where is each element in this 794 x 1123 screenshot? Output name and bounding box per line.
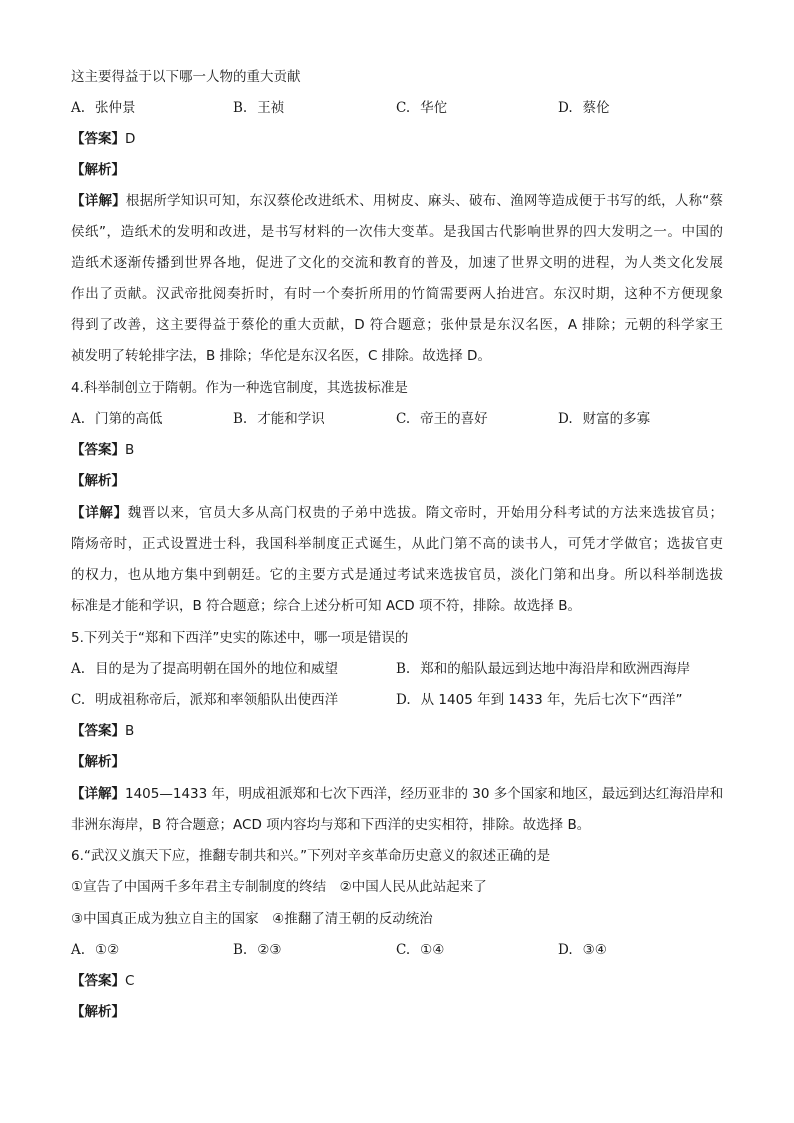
q5-stem: 5.下列关于“郑和下西洋”史实的陈述中，哪一项是错误的 [71, 630, 409, 646]
q5-option-b: B. 郑和的船队最远到达地中海沿岸和欧洲西海岸 [396, 661, 691, 677]
q4-option-b: B. 才能和学识 [233, 411, 325, 427]
q6-option-c: C. ①④ [396, 942, 445, 958]
q3-option-b: B. 王祯 [233, 100, 285, 116]
q4-analysis-label: 【解析】 [71, 473, 125, 489]
q5-option-a: A. 目的是为了提高明朝在国外的地位和威望 [71, 661, 339, 677]
q5-answer: 【答案】B [71, 723, 135, 739]
q6-statements-line: ①宣告了中国两千多年君主专制制度的终结 ②中国人民从此站起来了 [71, 879, 487, 895]
q3-option-a: A. 张仲景 [71, 100, 136, 116]
q3-detail-line: 祯发明了转轮排字法，B 排除；华佗是东汉名医，C 排除。故选择 D。 [71, 348, 491, 364]
q3-detail-line: 侯纸”，造纸术的发明和改进，是书写材料的一次伟大变革。是我国古代影响世界的四大发明之一。中国的 [71, 224, 723, 240]
q5-option-d: D. 从 1405 年到 1433 年，先后七次下“西洋” [396, 692, 683, 708]
q4-detail-line: 的权力，也从地方集中到朝廷。它的主要方式是通过考试来选拔官员，淡化门第和出身。所以科举制选拔 [71, 567, 723, 583]
q3-analysis-label: 【解析】 [71, 162, 125, 178]
q5-detail-line: 非洲东海岸，B 符合题意；ACD 项内容均与郑和下西洋的史实相符，排除。故选择 B。 [71, 817, 591, 833]
q4-answer: 【答案】B [71, 442, 135, 458]
q4-stem: 4.科举制创立于隋朝。作为一种选官制度，其选拔标准是 [71, 380, 408, 396]
q6-option-b: B. ②③ [233, 942, 282, 958]
q6-stem: 6.“武汉义旗天下应，推翻专制共和兴。”下列对辛亥革命历史意义的叙述正确的是 [71, 848, 551, 864]
q4-option-a: A. 门第的高低 [71, 411, 163, 427]
q5-option-c: C. 明成祖称帝后，派郑和率领船队出使西洋 [71, 692, 339, 708]
q3-stem-tail: 这主要得益于以下哪一人物的重大贡献 [71, 69, 301, 85]
q5-analysis-label: 【解析】 [71, 754, 125, 770]
q6-statements-line: ③中国真正成为独立自主的国家 ④推翻了清王朝的反动统治 [71, 911, 433, 927]
q4-detail-line: 标准是才能和学识，B 符合题意；综合上述分析可知 ACD 项不符，排除。故选择 B。 [71, 598, 582, 614]
q6-option-a: A. ①② [71, 942, 120, 958]
q3-option-d: D. 蔡伦 [558, 100, 610, 116]
q6-analysis-label: 【解析】 [71, 1004, 125, 1020]
q6-option-d: D. ③④ [558, 942, 607, 958]
q3-detail-line: 作出了贡献。汉武帝批阅奏折时，有时一个奏折所用的竹简需要两人抬进宫。东汉时期，这种不方便现象 [71, 286, 723, 302]
q3-option-c: C. 华佗 [396, 100, 448, 116]
q3-answer: 【答案】D [71, 131, 136, 147]
q4-option-d: D. 财富的多寡 [558, 411, 651, 427]
q4-detail-line: 隋炀帝时，正式设置进士科，我国科举制度正式诞生，从此门第不高的读书人，可凭才学做官；选拔官吏 [71, 536, 723, 552]
q3-detail-line: 【详解】根据所学知识可知，东汉蔡伦改进纸术、用树皮、麻头、破布、渔网等造成便于书写的纸，人称“蔡 [71, 193, 724, 209]
q4-option-c: C. 帝王的喜好 [396, 411, 488, 427]
q5-detail-line: 【详解】1405—1433 年，明成祖派郑和七次下西洋，经历亚非的 30 多个国家和地区，最远到达红海沿岸和 [71, 786, 724, 802]
q4-detail-line: 【详解】魏晋以来，官员大多从高门权贵的子弟中选拔。隋文帝时，开始用分科考试的方法来选拔官员； [71, 505, 724, 521]
q3-detail-line: 造纸术逐渐传播到世界各地，促进了文化的交流和教育的普及，加速了世界文明的进程，为人类文化发展 [71, 255, 723, 271]
q3-detail-line: 得到了改善，这主要得益于蔡伦的重大贡献，D 符合题意；张仲景是东汉名医，A 排除；元朝的科学家王 [71, 317, 723, 333]
q6-answer: 【答案】C [71, 973, 135, 989]
